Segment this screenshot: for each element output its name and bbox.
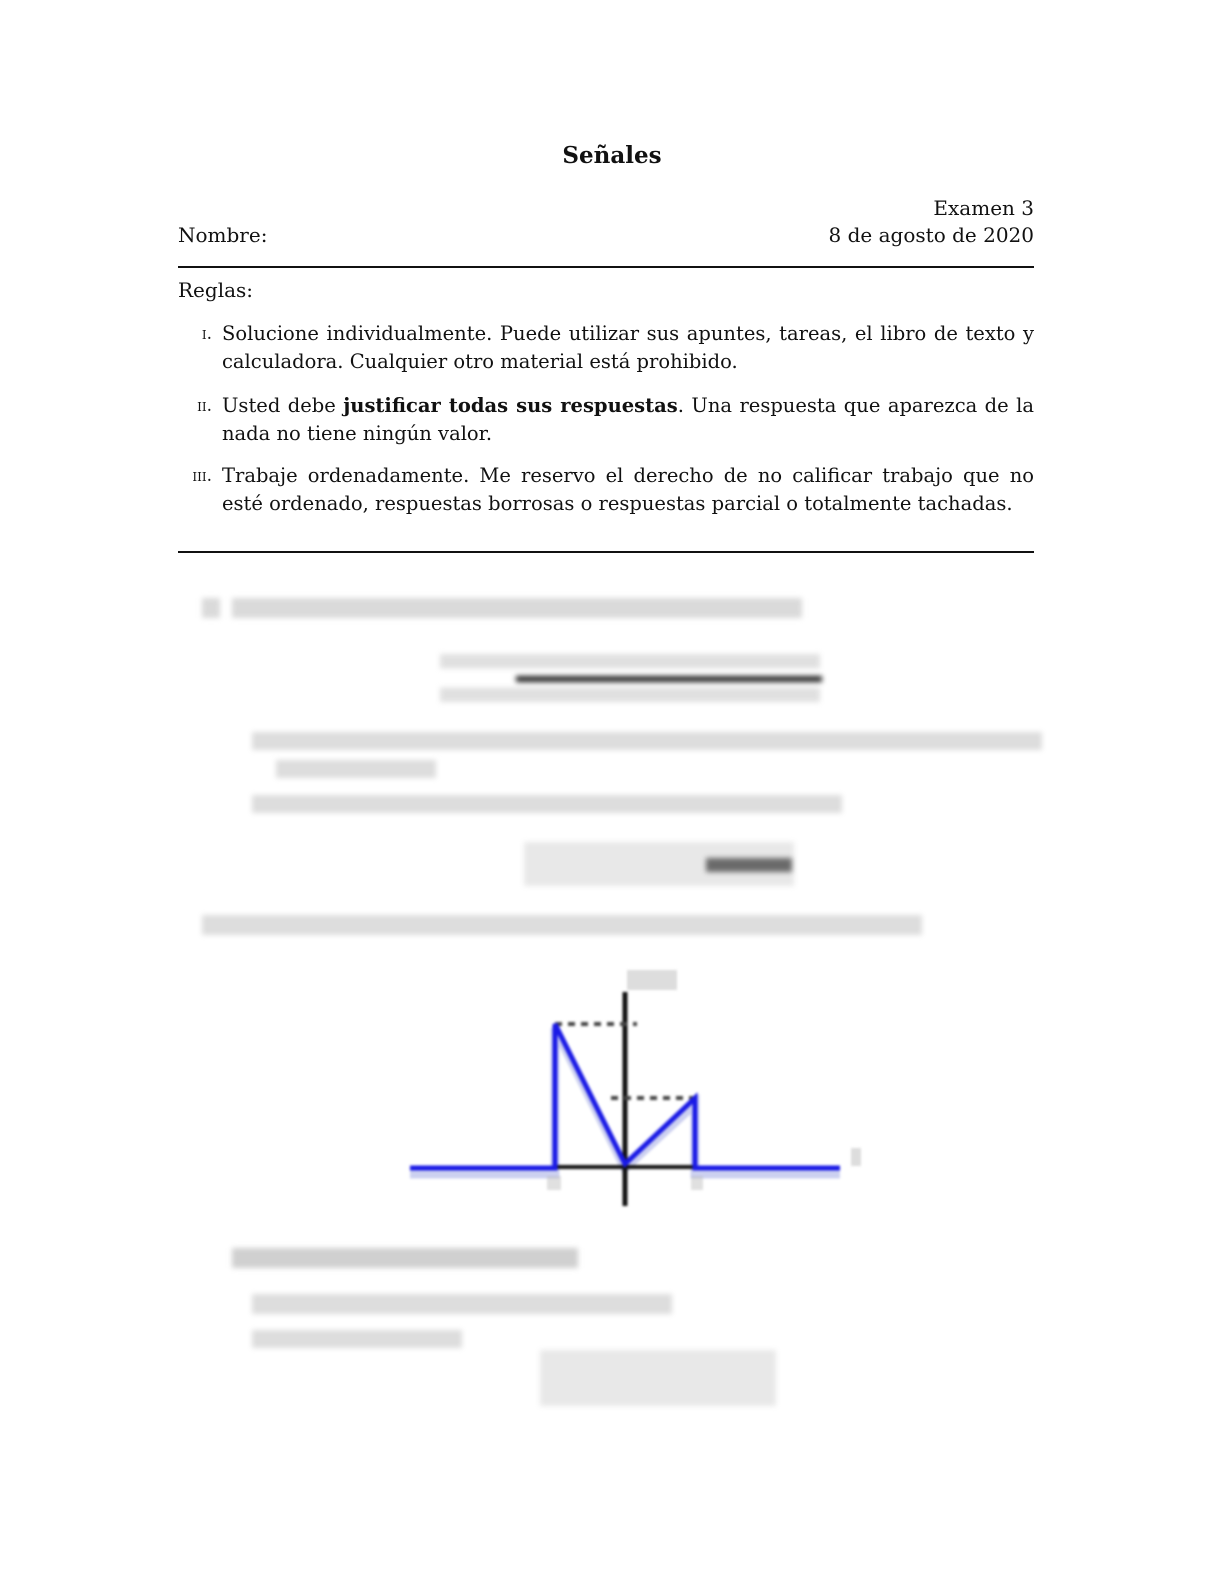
fraction-bar bbox=[706, 858, 792, 872]
blurred-text bbox=[276, 760, 436, 778]
blurred-text bbox=[252, 1330, 462, 1348]
blurred-text bbox=[202, 598, 802, 618]
axis-label-blur bbox=[851, 1148, 861, 1166]
tick-label-blur bbox=[691, 1176, 703, 1190]
rule-number: iii. bbox=[192, 466, 212, 486]
blurred-text bbox=[202, 915, 922, 935]
rule-number: ii. bbox=[197, 396, 212, 416]
bottom-divider bbox=[178, 551, 1034, 553]
rule-item bbox=[178, 320, 1034, 376]
blurred-text bbox=[252, 1294, 672, 1314]
rules-label: Reglas: bbox=[178, 278, 254, 302]
rule-number: i. bbox=[201, 324, 212, 344]
rule-item bbox=[178, 392, 1034, 448]
rule-item bbox=[178, 462, 1034, 518]
fraction-bar bbox=[516, 676, 822, 682]
blurred-equation bbox=[540, 1350, 776, 1406]
rule-text-bold: justificar todas sus respuestas bbox=[343, 394, 678, 417]
blurred-text bbox=[232, 1248, 578, 1268]
rule-text: Solucione individualmente. Puede utilizar sus apuntes, tareas, el libro de texto y calculadora. Cualquier otro material está prohibido. bbox=[222, 322, 1034, 373]
exam-date: 8 de agosto de 2020 bbox=[828, 223, 1034, 247]
tick-label-blur bbox=[547, 1176, 561, 1190]
rule-text: Trabaje ordenadamente. Me reservo el derecho de no calificar trabajo que no esté ordenado, respuestas borrosas o respuestas parcial o totalmente tachadas. bbox=[222, 464, 1034, 515]
name-label: Nombre: bbox=[178, 223, 268, 247]
axis-label-blur bbox=[627, 970, 677, 990]
rule-text bbox=[222, 392, 1034, 448]
rule-text-after: . Una respuesta que aparezca de la nada no tiene ningún valor. bbox=[222, 394, 1034, 445]
blurred-text bbox=[252, 732, 1042, 750]
rule-text-before: Usted debe bbox=[222, 394, 344, 417]
blurred-text bbox=[252, 795, 842, 813]
signal-figure bbox=[405, 962, 865, 1214]
page-title: Señales bbox=[562, 142, 662, 169]
top-divider bbox=[178, 266, 1034, 268]
exam-number: Examen 3 bbox=[933, 196, 1034, 220]
